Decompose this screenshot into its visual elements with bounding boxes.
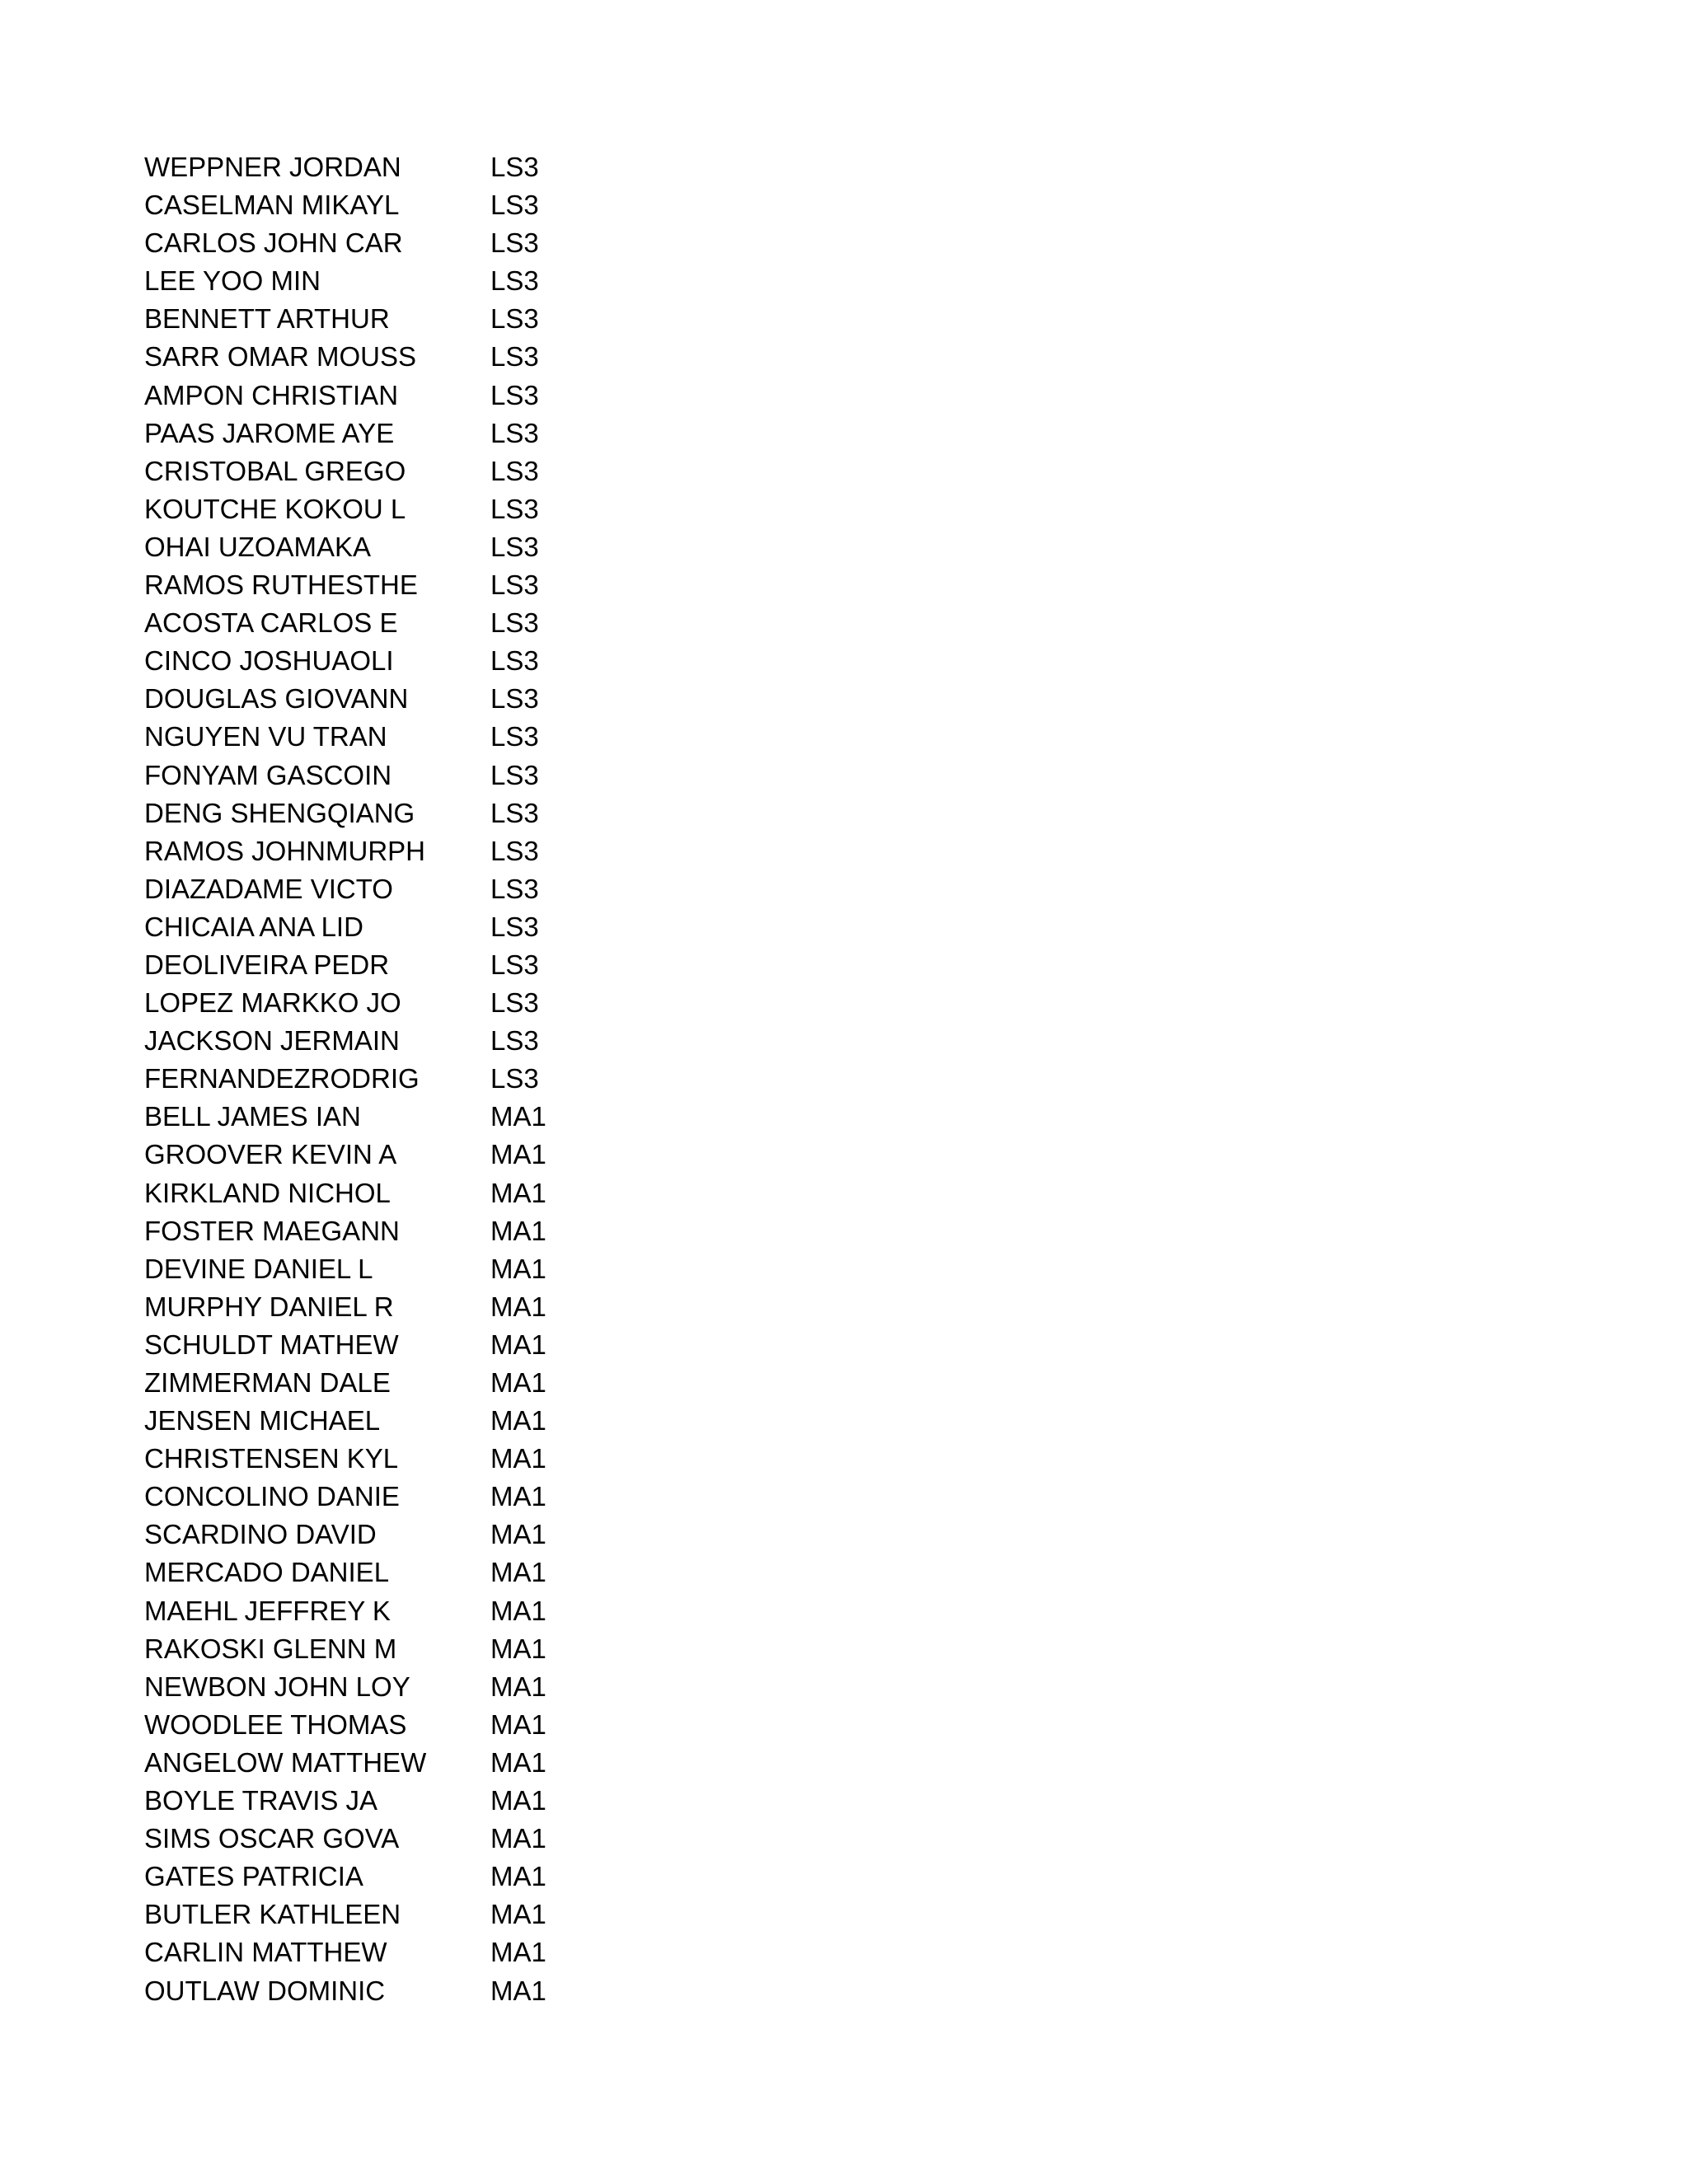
roster-row [144, 794, 606, 832]
class-code: MA1 [490, 1519, 546, 1550]
roster-row [144, 148, 606, 186]
person-name: FOSTER MAEGANN [144, 1215, 400, 1246]
class-code: LS3 [490, 569, 539, 601]
class-code: LS3 [490, 797, 539, 828]
roster-row [144, 757, 606, 794]
roster-row [144, 1250, 606, 1288]
class-code: LS3 [490, 1025, 539, 1057]
class-code: LS3 [490, 341, 539, 373]
roster-row [144, 1212, 606, 1250]
roster-row [144, 1174, 606, 1212]
roster-row [144, 1744, 606, 1782]
person-name: FONYAM GASCOIN [144, 759, 392, 790]
person-name: DENG SHENGQIANG [144, 797, 415, 828]
class-code: LS3 [490, 835, 539, 866]
person-name: DOUGLAS GIOVANN [144, 683, 409, 715]
roster-row [144, 1630, 606, 1668]
person-name: ZIMMERMAN DALE [144, 1367, 391, 1398]
roster-row [144, 1478, 606, 1516]
roster-row [144, 1060, 606, 1098]
person-name: MURPHY DANIEL R [144, 1291, 394, 1322]
person-name: WEPPNER JORDAN [144, 152, 401, 182]
person-name: SCHULDT MATHEW [144, 1329, 399, 1360]
roster-row [144, 1136, 606, 1174]
class-code: MA1 [490, 1291, 546, 1322]
person-name: OUTLAW DOMINIC [144, 1975, 386, 2006]
roster-row [144, 377, 606, 415]
roster-row [144, 870, 606, 908]
person-name: RAMOS JOHNMURPH [144, 835, 426, 866]
person-name: RAKOSKI GLENN M [144, 1633, 397, 1664]
class-code: MA1 [490, 1671, 546, 1702]
roster-row [144, 415, 606, 452]
class-code: MA1 [490, 1367, 546, 1398]
class-code: MA1 [490, 1975, 546, 2006]
person-name: CASELMAN MIKAYL [144, 190, 400, 221]
class-code: LS3 [490, 911, 539, 942]
class-code: MA1 [490, 1861, 546, 1892]
class-code: LS3 [490, 721, 539, 752]
class-code: LS3 [490, 987, 539, 1019]
roster-row [144, 1668, 606, 1706]
roster-row [144, 1364, 606, 1402]
roster-row [144, 1098, 606, 1136]
class-code: MA1 [490, 1215, 546, 1246]
roster-row [144, 984, 606, 1022]
person-name: CHICAIA ANA LID [144, 911, 363, 942]
roster-row [144, 1022, 606, 1060]
roster-row [144, 300, 606, 338]
roster-row [144, 1896, 606, 1933]
person-name: CONCOLINO DANIE [144, 1481, 400, 1512]
person-name: PAAS JAROME AYE [144, 417, 395, 448]
roster-row [144, 1326, 606, 1364]
roster-row [144, 680, 606, 718]
class-code: MA1 [490, 1633, 546, 1664]
class-code: MA1 [490, 1746, 546, 1778]
person-name: BUTLER KATHLEEN [144, 1899, 401, 1930]
person-name: JENSEN MICHAEL [144, 1405, 381, 1436]
class-code: LS3 [490, 455, 539, 486]
person-name: SIMS OSCAR GOVA [144, 1823, 400, 1854]
class-code: MA1 [490, 1253, 546, 1284]
person-name: MERCADO DANIEL [144, 1557, 390, 1588]
class-code: LS3 [490, 683, 539, 715]
person-name: ACOSTA CARLOS E [144, 607, 398, 639]
class-code: MA1 [490, 1405, 546, 1436]
person-name: WOODLEE THOMAS [144, 1708, 407, 1740]
roster-row [144, 642, 606, 680]
person-name: BELL JAMES IAN [144, 1101, 361, 1132]
class-code: LS3 [490, 531, 539, 562]
class-code: MA1 [490, 1785, 546, 1816]
person-name: CARLIN MATTHEW [144, 1937, 387, 1968]
roster-row [144, 1782, 606, 1820]
person-name: FERNANDEZRODRIG [144, 1063, 420, 1094]
class-code: LS3 [490, 949, 539, 980]
class-code: MA1 [490, 1481, 546, 1512]
class-code: MA1 [490, 1823, 546, 1854]
roster-row [144, 1592, 606, 1630]
class-code: LS3 [490, 152, 539, 182]
class-code: MA1 [490, 1139, 546, 1170]
roster-list [144, 148, 606, 2010]
person-name: DEVINE DANIEL L [144, 1253, 373, 1284]
class-code: MA1 [490, 1177, 546, 1208]
roster-row [144, 1858, 606, 1896]
roster-row [144, 1554, 606, 1591]
person-name: KOUTCHE KOKOU L [144, 493, 406, 524]
person-name: GROOVER KEVIN A [144, 1139, 397, 1170]
person-name: AMPON CHRISTIAN [144, 379, 399, 410]
person-name: KIRKLAND NICHOL [144, 1177, 391, 1208]
person-name: CHRISTENSEN KYL [144, 1443, 399, 1474]
class-code: MA1 [490, 1101, 546, 1132]
class-code: MA1 [490, 1937, 546, 1968]
roster-row [144, 718, 606, 756]
roster-row [144, 528, 606, 566]
person-name: LOPEZ MARKKO JO [144, 987, 401, 1019]
class-code: LS3 [490, 759, 539, 790]
class-code: LS3 [490, 227, 539, 259]
roster-row [144, 908, 606, 946]
person-name: ANGELOW MATTHEW [144, 1746, 427, 1778]
person-name: DEOLIVEIRA PEDR [144, 949, 390, 980]
class-code: LS3 [490, 379, 539, 410]
roster-row [144, 452, 606, 490]
roster-row [144, 338, 606, 376]
roster-row [144, 224, 606, 262]
roster-row [144, 946, 606, 984]
person-name: LEE YOO MIN [144, 265, 321, 297]
person-name: JACKSON JERMAIN [144, 1025, 400, 1057]
class-code: LS3 [490, 265, 539, 297]
roster-row [144, 1706, 606, 1744]
person-name: SCARDINO DAVID [144, 1519, 377, 1550]
class-code: MA1 [490, 1708, 546, 1740]
roster-row [144, 604, 606, 642]
roster-row [144, 1820, 606, 1858]
roster-row [144, 1402, 606, 1440]
roster-row [144, 566, 606, 604]
class-code: LS3 [490, 417, 539, 448]
person-name: SARR OMAR MOUSS [144, 341, 417, 373]
person-name: CRISTOBAL GREGO [144, 455, 406, 486]
roster-row [144, 262, 606, 300]
person-name: CARLOS JOHN CAR [144, 227, 403, 259]
person-name: GATES PATRICIA [144, 1861, 363, 1892]
person-name: OHAI UZOAMAKA [144, 531, 372, 562]
class-code: MA1 [490, 1329, 546, 1360]
roster-row [144, 1933, 606, 1971]
roster-row [144, 490, 606, 528]
person-name: MAEHL JEFFREY K [144, 1595, 391, 1626]
roster-row [144, 1440, 606, 1478]
roster-row [144, 832, 606, 870]
class-code: MA1 [490, 1557, 546, 1588]
roster-row [144, 1516, 606, 1554]
person-name: BENNETT ARTHUR [144, 303, 390, 335]
person-name: DIAZADAME VICTO [144, 873, 393, 904]
person-name: CINCO JOSHUAOLI [144, 645, 394, 677]
class-code: MA1 [490, 1443, 546, 1474]
person-name: NGUYEN VU TRAN [144, 721, 387, 752]
roster-row [144, 1288, 606, 1326]
class-code: MA1 [490, 1595, 546, 1626]
person-name: RAMOS RUTHESTHE [144, 569, 418, 601]
class-code: LS3 [490, 493, 539, 524]
class-code: LS3 [490, 1063, 539, 1094]
person-name: BOYLE TRAVIS JA [144, 1785, 378, 1816]
class-code: LS3 [490, 190, 539, 221]
class-code: LS3 [490, 607, 539, 639]
class-code: LS3 [490, 645, 539, 677]
roster-row [144, 1972, 606, 2010]
class-code: LS3 [490, 303, 539, 335]
roster-row [144, 186, 606, 224]
class-code: MA1 [490, 1899, 546, 1930]
class-code: LS3 [490, 873, 539, 904]
person-name: NEWBON JOHN LOY [144, 1671, 410, 1702]
